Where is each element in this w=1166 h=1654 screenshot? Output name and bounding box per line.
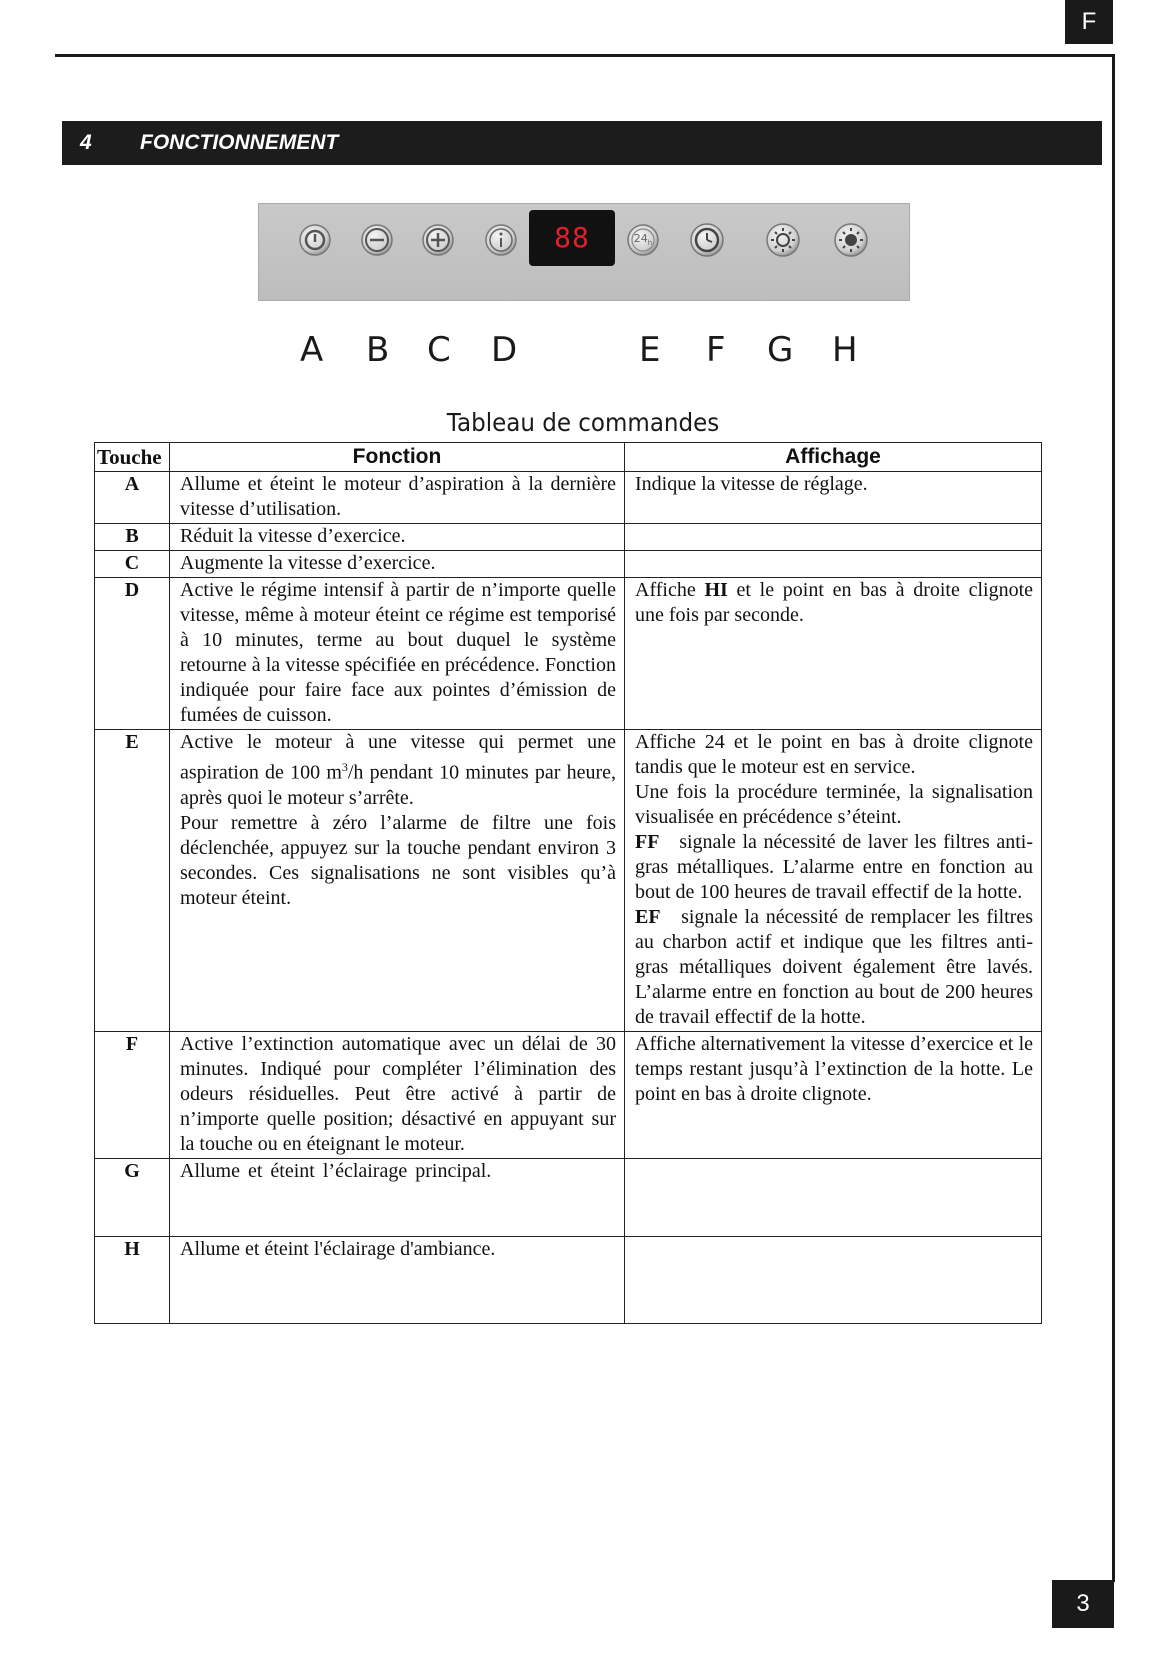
control-panel-image <box>258 203 910 301</box>
affichage-code: FF <box>635 831 660 853</box>
row-key: A <box>95 472 170 524</box>
row-affichage <box>625 1237 1042 1324</box>
table-row <box>95 1159 1042 1237</box>
right-rule <box>1112 54 1115 1582</box>
section-header <box>62 121 1102 165</box>
power-icon <box>300 225 330 255</box>
section-title: FONCTIONNEMENT <box>140 131 339 154</box>
row-fonction: Allume et éteint l'éclairage d'ambiance. <box>170 1237 625 1324</box>
info-icon <box>486 225 516 255</box>
row-affichage <box>625 524 1042 551</box>
row-fonction: Allume et éteint l’éclairage principal. <box>170 1159 625 1237</box>
row-fonction: Allume et éteint le moteur d’aspiration à la dernière vitesse d’utilisation. <box>170 472 625 524</box>
section-number: 4 <box>80 131 92 154</box>
table-header-row <box>95 443 1042 472</box>
minus-icon <box>362 225 392 255</box>
table-row <box>95 524 1042 551</box>
row-affichage: Affiche alternativement la vitesse d’exercice et le temps restant jusqu’à l’extinction de la hotte. Le point en bas à droite clignote. <box>625 1032 1042 1159</box>
affichage-paragraph: Affiche 24 et le point en bas à droite clignote tandis que le moteur est en service. <box>635 731 1033 778</box>
light-icon <box>767 224 799 256</box>
letter-h: H <box>832 330 858 370</box>
table-row <box>95 551 1042 578</box>
ambient-light-icon <box>835 224 867 256</box>
letter-a: A <box>300 330 324 370</box>
header-affichage: Affichage <box>625 443 1042 472</box>
top-rule <box>55 54 1115 57</box>
plus-icon <box>423 225 453 255</box>
page-number: 3 <box>1052 1580 1114 1628</box>
row-key: B <box>95 524 170 551</box>
letter-e: E <box>639 330 661 370</box>
clock-icon <box>691 224 723 256</box>
table-row <box>95 578 1042 730</box>
commands-table <box>94 442 1042 1324</box>
row-fonction: Active l’extinction automatique avec un délai de 30 minutes. Indiqué pour compléter l’élimination des odeurs résiduelles. Peut être activé à partir de n’importe quelle position; désactivé en appuyant sur la touche ou en éteignant le moteur. <box>170 1032 625 1159</box>
row-affichage <box>625 578 1042 730</box>
table-row <box>95 472 1042 524</box>
row-fonction <box>170 730 625 1032</box>
letter-d: D <box>491 330 518 370</box>
affichage-paragraph: Une fois la procédure terminée, la signalisation visualisée en précédence s’éteint. <box>635 781 1033 828</box>
fonction-text: Active le moteur à une vitesse qui permet une aspiration de 100 m <box>180 731 616 784</box>
affichage-code: HI <box>704 579 728 601</box>
row-fonction: Augmente la vitesse d’exercice. <box>170 551 625 578</box>
row-fonction: Réduit la vitesse d’exercice. <box>170 524 625 551</box>
table-row <box>95 1237 1042 1324</box>
row-fonction: Active le régime intensif à partir de n’importe quelle vitesse, même à moteur éteint ce régime est temporisé à 10 minutes, terme au bout duquel le système retourne à la vitesse spécifiée en précédence. Fonction indiquée pour faire face aux pointes d’émission de fumées de cuisson. <box>170 578 625 730</box>
row-affichage <box>625 730 1042 1032</box>
affichage-text: signale la nécessité de laver les filtres anti-gras métalliques. L’alarme entre en fonction au bout de 100 heures de travail effectif de la hotte. <box>635 831 1034 903</box>
row-affichage <box>625 1159 1042 1237</box>
affichage-paragraph <box>635 830 1033 905</box>
table-row <box>95 730 1042 1032</box>
affichage-code: EF <box>635 906 661 928</box>
header-fonction: Fonction <box>170 443 625 472</box>
letter-f: F <box>706 330 726 370</box>
row-key: C <box>95 551 170 578</box>
affichage-text: Affiche <box>635 579 696 601</box>
superscript: 3 <box>341 760 348 774</box>
header-touche: Touche <box>95 443 170 472</box>
letter-c: C <box>427 330 451 370</box>
language-tab: F <box>1065 0 1113 44</box>
row-affichage: Indique la vitesse de réglage. <box>625 472 1042 524</box>
timer-24h-label: $24_h$ <box>633 232 653 248</box>
row-key: H <box>95 1237 170 1324</box>
row-key: E <box>95 730 170 1032</box>
letter-b: B <box>366 330 390 370</box>
table-caption: Tableau de commandes <box>446 408 720 437</box>
row-key: G <box>95 1159 170 1237</box>
affichage-text: et le point en bas à droite clignote une fois par seconde. <box>635 579 1033 626</box>
fonction-paragraph: Pour remettre à zéro l’alarme de filtre une fois déclenchée, appuyez sur la touche pendant environ 3 secondes. Ces signalisations ne sont visibles qu’à moteur éteint. <box>180 811 616 909</box>
display-digits: 88 <box>554 221 590 254</box>
table-row <box>95 1032 1042 1159</box>
row-key: F <box>95 1032 170 1159</box>
row-key: D <box>95 578 170 730</box>
fonction-text: /h pendant 10 minutes par heure, après quoi le moteur s’arrête. <box>180 761 616 809</box>
letter-g: G <box>767 330 794 370</box>
affichage-text: signale la nécessité de remplacer les filtres au charbon actif et indique que les filtres anti-gras métalliques doivent également être lavés. L’alarme entre en fonction au bout de 200 heures de travail effectif de la hotte. <box>635 906 1033 1028</box>
button-letters <box>0 330 1166 374</box>
fonction-paragraph <box>180 730 616 811</box>
row-affichage <box>625 551 1042 578</box>
affichage-paragraph <box>635 905 1033 1030</box>
